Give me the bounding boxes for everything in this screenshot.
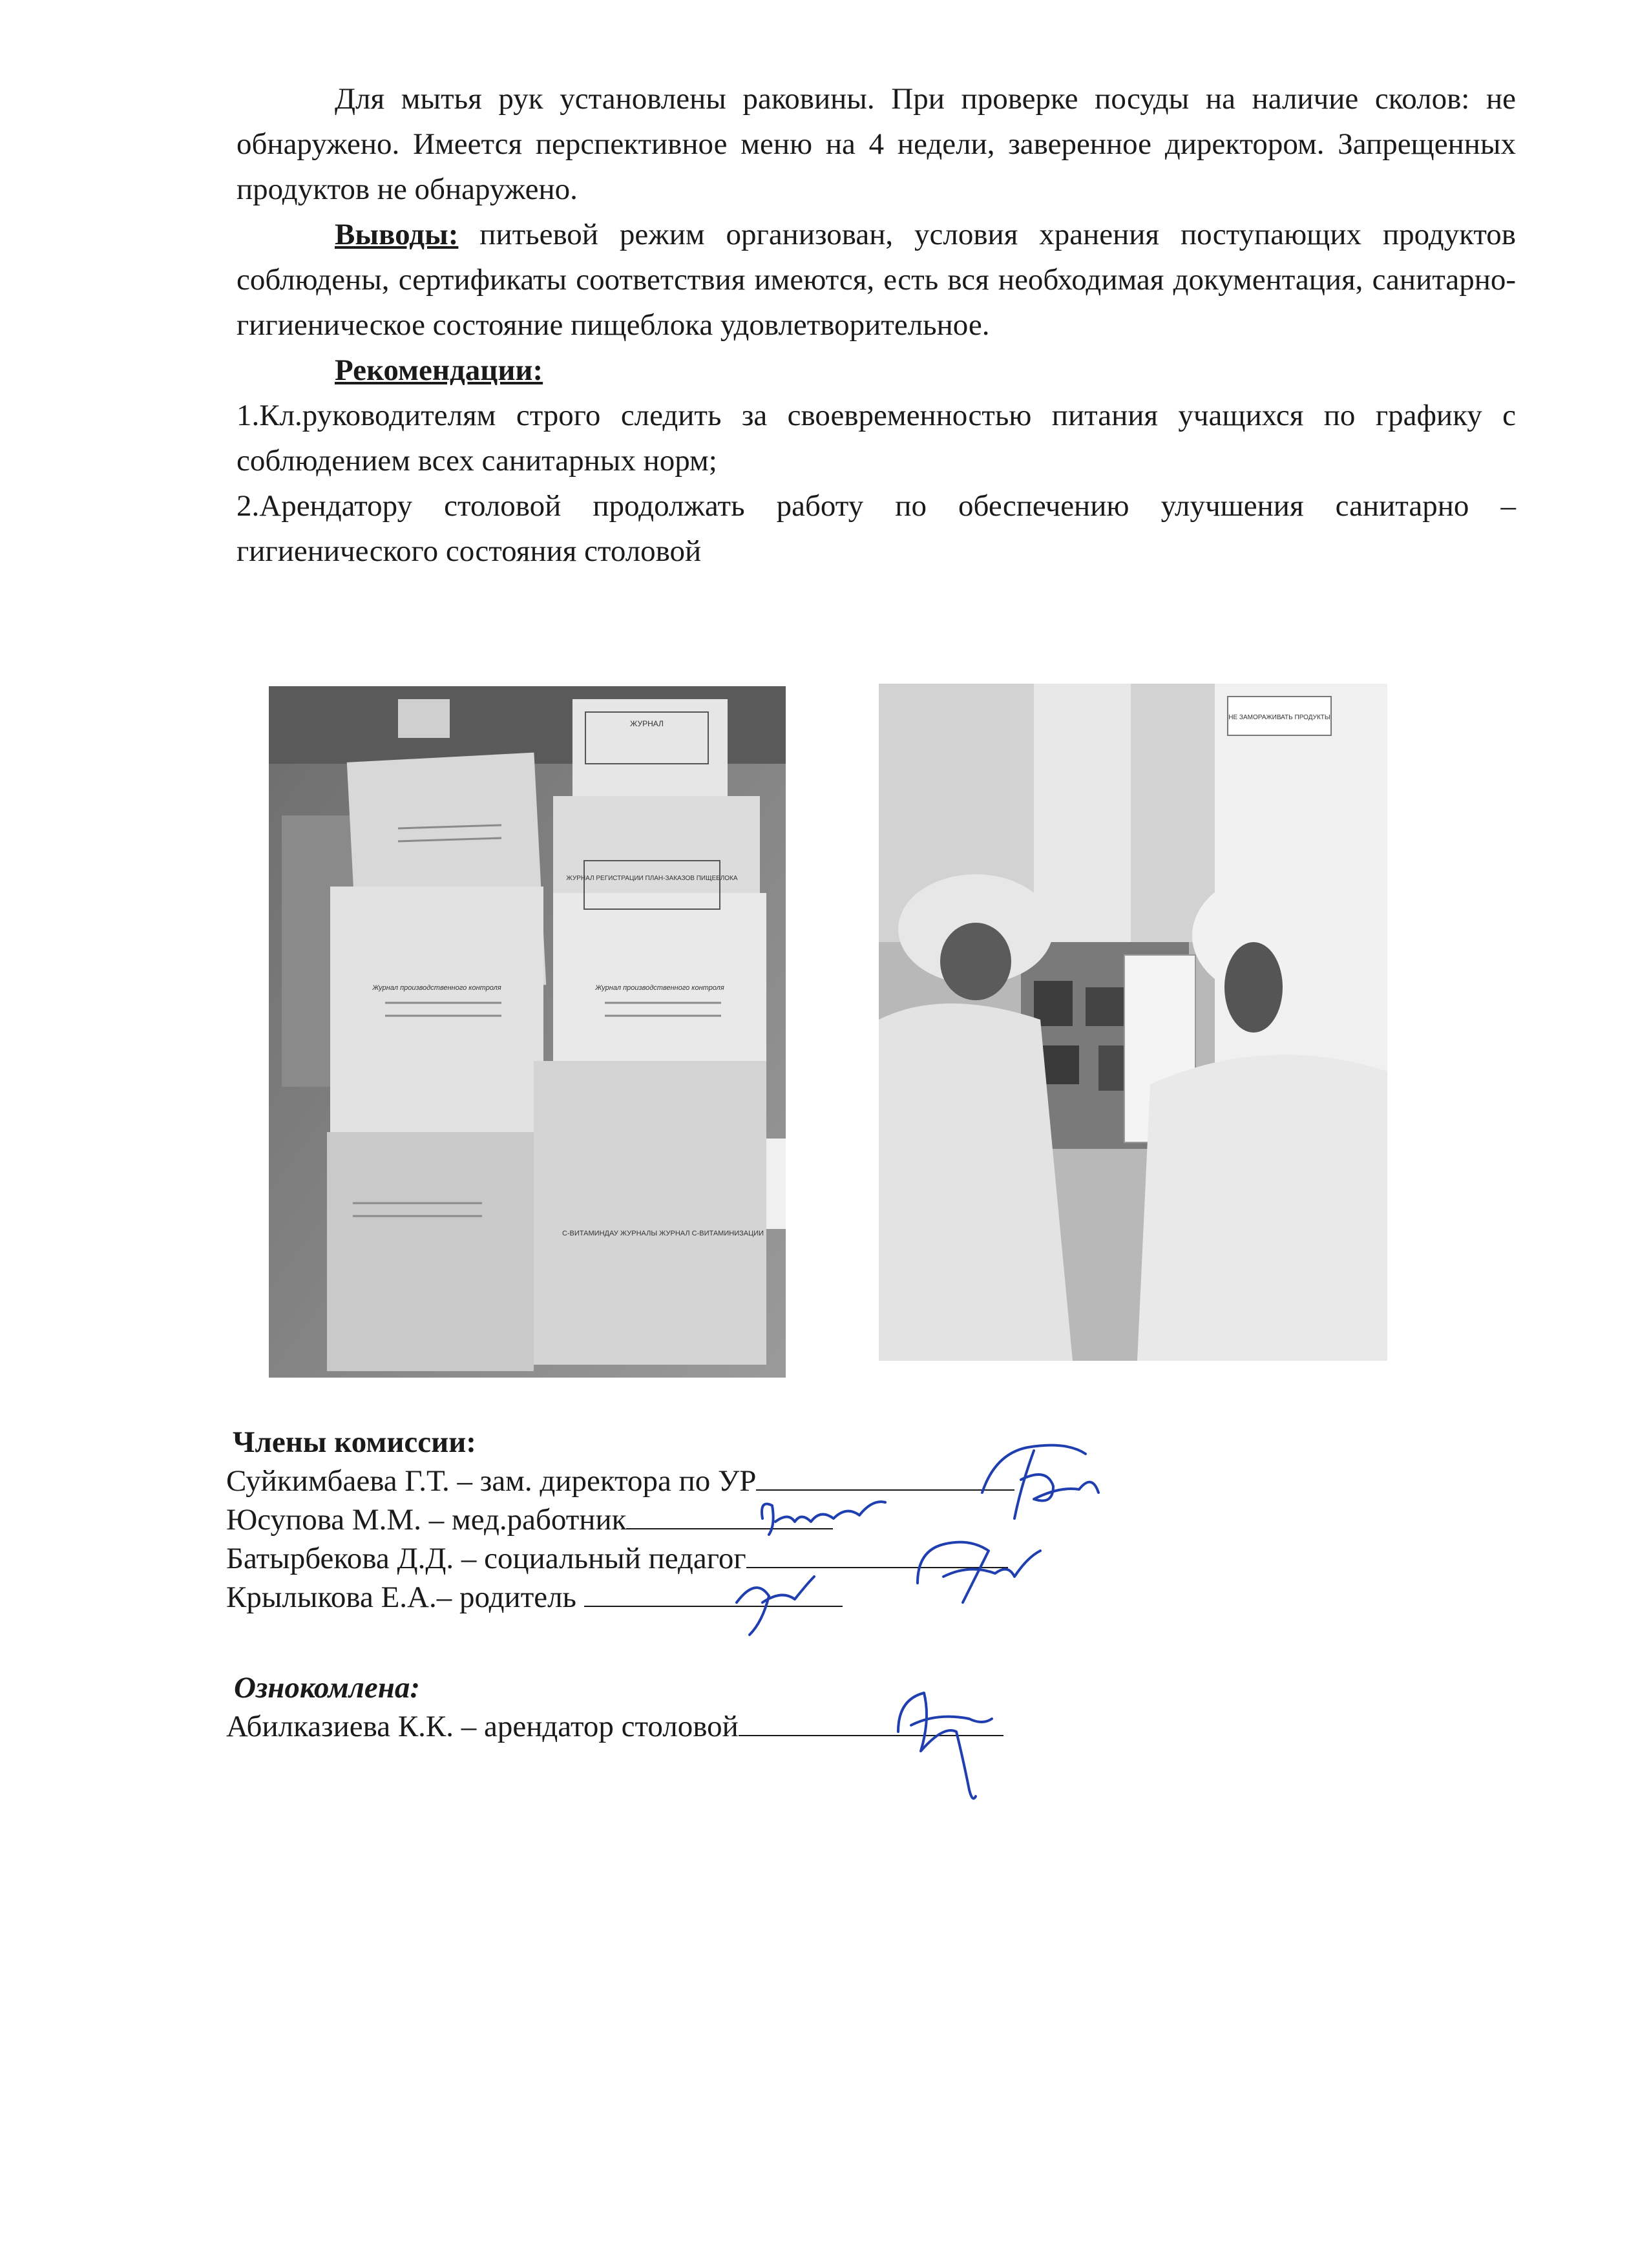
journal-label-4: Журнал производственного контроля xyxy=(595,984,724,992)
member-row xyxy=(226,1500,1195,1539)
acknowledged-block xyxy=(226,1668,1195,1746)
acknowledged-person: Абилказиева К.К. – арендатор столовой xyxy=(226,1710,739,1743)
signature-line xyxy=(746,1541,1008,1568)
member-row xyxy=(226,1539,1195,1578)
conclusions-text: питьевой режим организован, условия хранения поступающих продуктов соблюдены, сертификаты соответствия имеются, есть вся необходимая документация, санитарно-гигиеническое состояние пищеблока удовлетворительное. xyxy=(236,218,1516,342)
commission-block xyxy=(226,1423,1195,1617)
inspection-photo-image xyxy=(879,684,1387,1361)
journal-label-5: С-ВИТАМИНДАУ ЖУРНАЛЫ ЖУРНАЛ С-ВИТАМИНИЗАЦИИ xyxy=(562,1230,764,1237)
signature-line xyxy=(626,1502,833,1529)
signature-line xyxy=(584,1580,843,1607)
member-name: Юсупова М.М. – мед.работник xyxy=(226,1503,627,1537)
member-name: Суйкимбаева Г.Т. – зам. директора по УР xyxy=(226,1464,757,1498)
journal-label-2: ЖУРНАЛ РЕГИСТРАЦИИ ПЛАН-ЗАКАЗОВ ПИЩЕБЛОКА xyxy=(566,875,738,882)
member-row xyxy=(226,1462,1195,1500)
acknowledged-row xyxy=(226,1707,1195,1746)
journal-label-1: ЖУРНАЛ xyxy=(630,719,664,728)
paragraph-handwashing: Для мытья рук установлены раковины. При проверке посуды на наличие сколов: не обнаружено. Имеется перспективное меню на 4 недели, заверенное директором. Запрещенных продуктов не обнаружено. xyxy=(236,82,1516,206)
signature-line xyxy=(756,1464,1014,1491)
recommendation-2: 2.Арендатору столовой продолжать работу по обеспечению улучшения санитарно – гигиенического состояния столовой xyxy=(236,489,1516,568)
body-text xyxy=(236,76,1516,574)
journal-label-3: Журнал производственного контроля xyxy=(372,984,501,992)
journals-photo-image xyxy=(269,686,786,1378)
acknowledged-title: Ознокомлена: xyxy=(234,1671,421,1705)
signature-line xyxy=(739,1709,1003,1736)
paragraph-conclusions xyxy=(236,212,1516,348)
member-name: Крылыкова Е.А.– родитель xyxy=(226,1580,584,1614)
freezer-label: НЕ ЗАМОРАЖИВАТЬ ПРОДУКТЫ xyxy=(1228,714,1330,721)
photo-journals xyxy=(269,686,786,1378)
member-name: Батырбекова Д.Д. – социальный педагог xyxy=(226,1542,746,1575)
conclusions-label: Выводы: xyxy=(335,218,459,251)
commission-title: Члены комиссии: xyxy=(233,1425,476,1459)
photo-inspection xyxy=(879,684,1387,1361)
member-row xyxy=(226,1578,1195,1617)
recommendations-label: Рекомендации: xyxy=(335,353,543,387)
recommendation-1: 1.Кл.руководителям строго следить за своевременностью питания учащихся по графику с соблюдением всех санитарных норм; xyxy=(236,399,1516,478)
recommendations-heading xyxy=(236,348,1516,393)
